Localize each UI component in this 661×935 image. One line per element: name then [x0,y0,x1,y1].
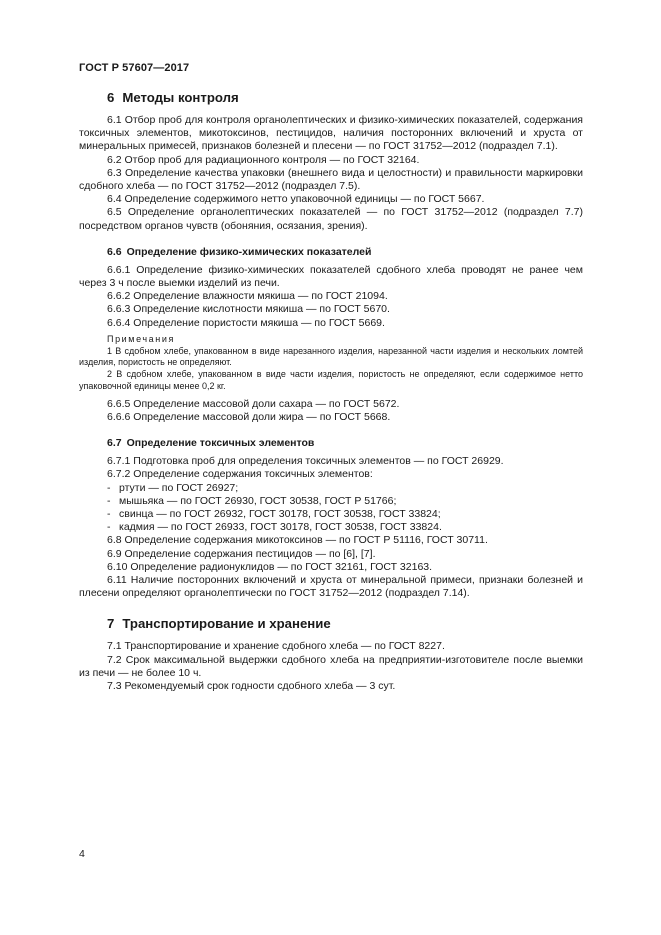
section-title: Методы контроля [122,90,239,105]
paragraph-6-4: 6.4 Определение содержимого нетто упаковочной единицы — по ГОСТ 5667. [107,193,485,206]
paragraph-6-6-4: 6.6.4 Определение пористости мякиша — по ГОСТ 5669. [107,316,385,329]
list-item: - мышьяка — по ГОСТ 26930, ГОСТ 30538, ГОСТ Р 51766; [107,494,397,507]
paragraph-6-8: 6.8 Определение содержания микотоксинов — по ГОСТ Р 51116, ГОСТ 30711. [107,534,488,547]
paragraph-6-6-5: 6.6.5 Определение массовой доли сахара — по ГОСТ 5672. [107,397,400,410]
paragraph-6-3: 6.3 Определение качества упаковки (внешнего вида и целостности) и правильности маркировки сдобного хлеба — по ГОСТ 31752—2012 (подраздел 7.5). [79,166,583,193]
paragraph-6-1: 6.1 Отбор проб для контроля органолептических и физико-химических показателей, содержания токсичных элементов, микотоксинов, пестицидов, наличия посторонних включений и хруста от минеральных примесей, признаков болезней и плесени — по ГОСТ 31752—2012 (подраздел 7.1). [79,114,583,153]
paragraph-6-11: 6.11 Наличие посторонних включений и хруста от минеральной примеси, признаки болезней и плесени определяют органолептически по ГОСТ 31752—2012 (подраздел 7.14). [79,574,583,600]
paragraph-6-7-2: 6.7.2 Определение содержания токсичных элементов: [107,468,373,481]
section-number: 7 [107,616,115,632]
paragraph-6-9: 6.9 Определение содержания пестицидов — по [6], [7]. [107,547,376,560]
document-body [79,90,583,693]
subsection-number: 6.6 [107,245,122,258]
paragraph-6-6-2: 6.6.2 Определение влажности мякиша — по ГОСТ 21094. [107,290,388,303]
paragraph-6-6-6: 6.6.6 Определение массовой доли жира — по ГОСТ 5668. [107,411,391,424]
paragraph-7-2: 7.2 Срок максимальной выдержки сдобного хлеба на предприятии-изготовителе после выемки из печи — не более 10 ч. [79,653,583,679]
paragraph-6-2: 6.2 Отбор проб для радиационного контроля — по ГОСТ 32164. [107,153,420,166]
subsection-title: Определение физико-химических показателей [126,245,372,258]
notes-label: Примечания [107,333,175,344]
paragraph-7-3: 7.3 Рекомендуемый срок годности сдобного хлеба — 3 сут. [107,680,396,693]
note-2: 2 В сдобном хлебе, упакованном в виде части изделия, пористость не определяют, если содержимое нетто упаковочной единицы менее 0,2 кг. [79,369,583,392]
list-item: - ртути — по ГОСТ 26927; [107,481,239,494]
section-7-heading [107,616,583,631]
paragraph-6-5: 6.5 Определение органолептических показателей — по ГОСТ 31752—2012 (подраздел 7.7) посредством органов чувств (обоняния, осязания, зрения). [79,206,583,232]
subsection-6-6-heading [107,246,583,258]
paragraph-6-6-3: 6.6.3 Определение кислотности мякиша — по ГОСТ 5670. [107,303,390,316]
page-number: 4 [79,848,85,860]
paragraph-6-10: 6.10 Определение радионуклидов — по ГОСТ 32161, ГОСТ 32163. [107,560,433,573]
section-6-heading [107,90,583,105]
list-item: - кадмия — по ГОСТ 26933, ГОСТ 30178, ГОСТ 30538, ГОСТ 33824. [107,521,442,534]
paragraph-6-7-1: 6.7.1 Подготовка проб для определения токсичных элементов — по ГОСТ 26929. [107,455,504,468]
note-1: 1 В сдобном хлебе, упакованном в виде нарезанного изделия, нарезанной части изделия и нескольких ломтей изделия, пористость не определяют. [79,345,583,368]
section-number: 6 [107,90,115,105]
subsection-title: Определение токсичных элементов [126,437,315,450]
subsection-6-7-heading [107,437,583,449]
section-title: Транспортирование и хранение [122,616,331,632]
list-item: - свинца — по ГОСТ 26932, ГОСТ 30178, ГОСТ 30538, ГОСТ 33824; [107,508,441,521]
document-header: ГОСТ Р 57607—2017 [79,62,190,74]
paragraph-7-1: 7.1 Транспортирование и хранение сдобного хлеба — по ГОСТ 8227. [107,640,445,653]
paragraph-6-6-1: 6.6.1 Определение физико-химических показателей сдобного хлеба проводят не ранее чем через 3 ч после выемки изделий из печи. [79,263,583,290]
subsection-number: 6.7 [107,437,122,450]
